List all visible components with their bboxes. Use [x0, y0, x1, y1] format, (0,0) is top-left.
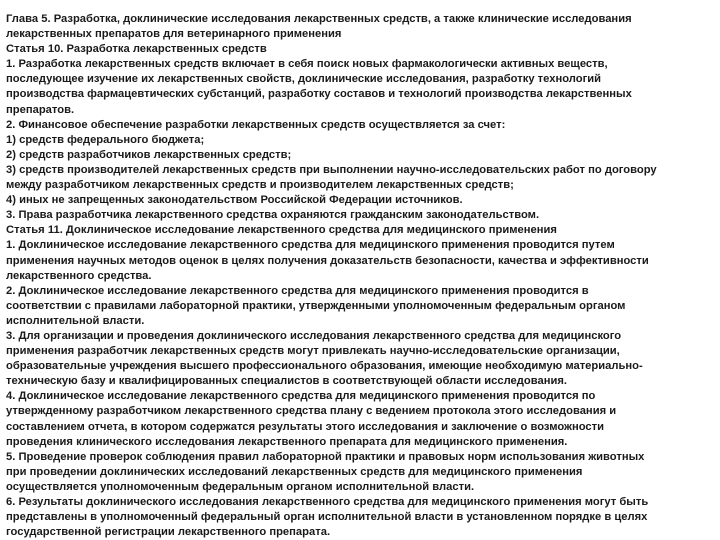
- text-line: между разработчиком лекарственных средств и производителем лекарственных средств;: [6, 179, 514, 192]
- text-line: применения научных методов оценок в целях получения доказательств безопасности, качества и эффективности: [6, 254, 649, 267]
- text-line: 4. Доклиническое исследование лекарственного средства для медицинского применения проводится по: [6, 390, 596, 403]
- text-line: соответствии с правилами лабораторной практики, утвержденными уполномоченным федеральным органом: [6, 299, 626, 312]
- text-line: 4) иных не запрещенных законодательством Российской Федерации источников.: [6, 194, 463, 207]
- text-line: исполнительной власти.: [6, 314, 145, 327]
- text-line: представлены в уполномоченный федеральный орган исполнительной власти в установленном порядке в целях: [6, 511, 648, 524]
- text-line: 3. Для организации и проведения доклинического исследования лекарственного средства для медицинского: [6, 329, 622, 342]
- text-line: Статья 10. Разработка лекарственных средств: [6, 43, 267, 56]
- text-line: Глава 5. Разработка, доклинические исследования лекарственных средств, а также клинические исследования: [6, 13, 632, 25]
- text-line: 3. Права разработчика лекарственного средства охраняются гражданским законодательством.: [6, 209, 540, 222]
- text-line: осуществляется уполномоченным федеральным органом исполнительной власти.: [6, 480, 475, 493]
- text-line: препаратов.: [6, 103, 75, 116]
- text-line: техническую базу и квалифицированных специалистов в соответствующей области исследования.: [6, 375, 568, 388]
- text-line: производства фармацевтических субстанций, разработку составов и технологий производства лекарственных: [6, 88, 632, 101]
- text-line: лекарственного средства.: [6, 269, 152, 282]
- text-line: при проведении доклинических исследований лекарственных средств для медицинского применения: [6, 465, 583, 478]
- text-line: 5. Проведение проверок соблюдения правил лабораторной практики и правовых норм использования животных: [6, 450, 645, 463]
- text-line: Статья 11. Доклиническое исследование лекарственного средства для медицинского применения: [6, 224, 557, 237]
- text-line: 2) средств разработчиков лекарственных средств;: [6, 148, 292, 161]
- text-line: проведения клинического исследования лекарственного препарата для медицинского применения.: [6, 435, 568, 448]
- text-line: применения разработчик лекарственных средств могут привлекать научно-исследовательские организации,: [6, 345, 620, 358]
- text-line: 2. Доклиническое исследование лекарственного средства для медицинского применения проводится в: [6, 284, 589, 297]
- text-line: последующее изучение их лекарственных свойств, доклинические исследования, разработку технологий: [6, 73, 602, 86]
- text-line: 6. Результаты доклинического исследования лекарственного средства для медицинского применения могут быть: [6, 496, 649, 508]
- text-line: образовательные учреждения высшего профессионального образования, имеющие необходимую материально-: [6, 360, 643, 373]
- text-line: 1. Разработка лекарственных средств включает в себя поиск новых фармакологически активных веществ,: [6, 58, 608, 71]
- text-line: 1. Доклиническое исследование лекарственного средства для медицинского применения проводится путем: [6, 239, 615, 252]
- text-line: составлением отчета, в котором содержатся результаты этого исследования и заключение о возможности: [6, 420, 605, 433]
- text-line: 2. Финансовое обеспечение разработки лекарственных средств осуществляется за счет:: [6, 118, 506, 131]
- text-line: лекарственных препаратов для ветеринарного применения: [6, 28, 342, 41]
- text-line: 3) средств производителей лекарственных средств при выполнении научно-исследовательских работ по договору: [6, 163, 657, 176]
- text-line: государственной регистрации лекарственного препарата.: [6, 526, 331, 539]
- text-line: утвержденному разработчиком лекарственного средства плану с ведением протокола этого исследования и: [6, 405, 617, 418]
- text-line: 1) средств федерального бюджета;: [6, 133, 205, 146]
